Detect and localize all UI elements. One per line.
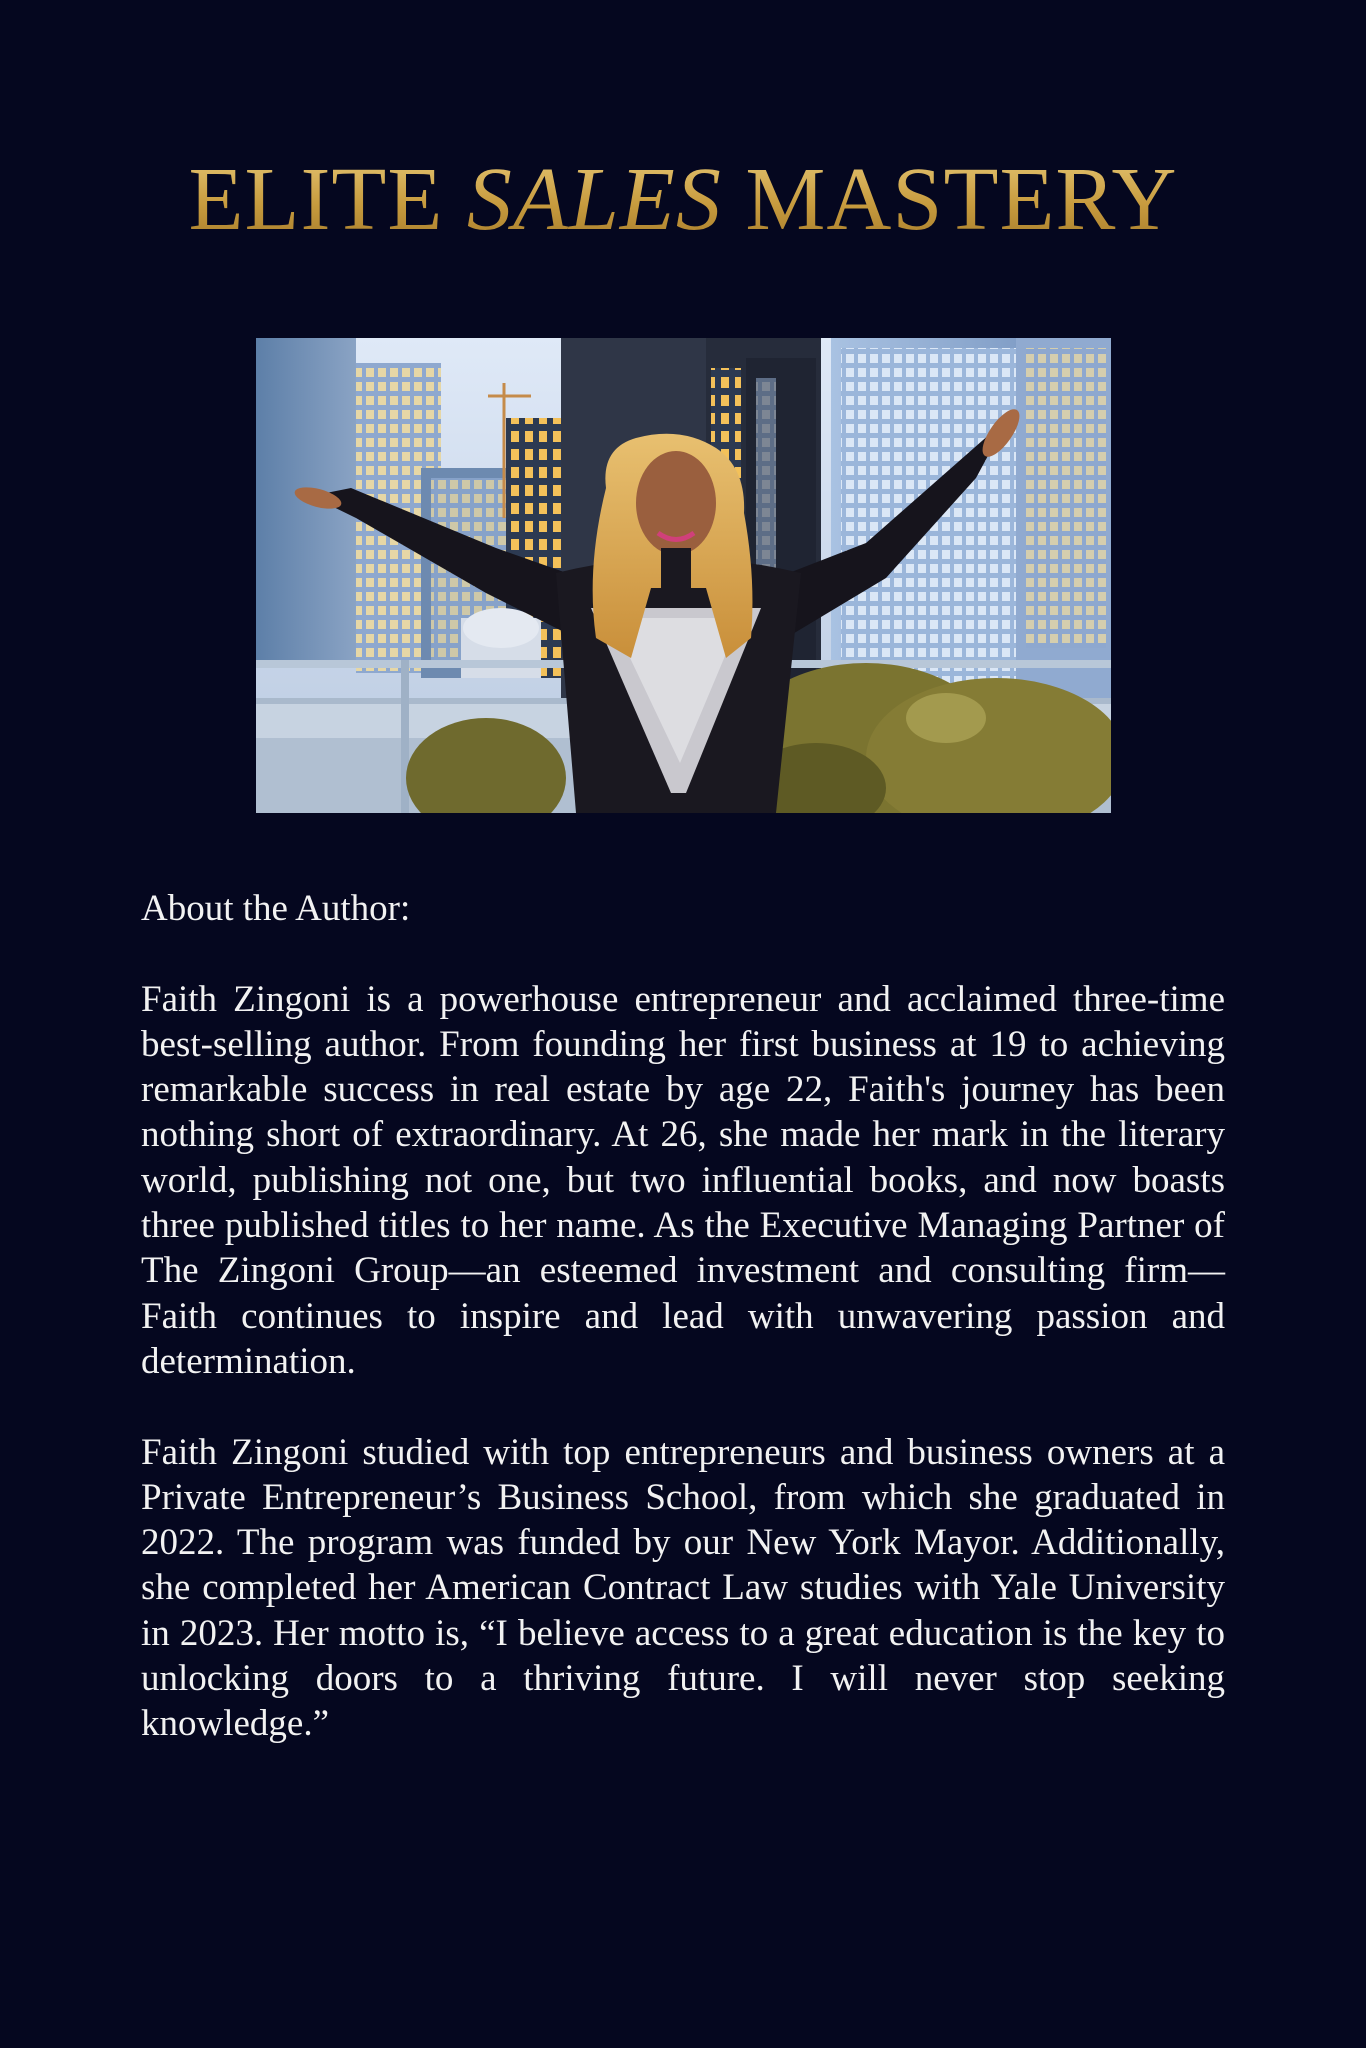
about-author-section [141,886,1225,1792]
about-author-heading: About the Author: [141,888,411,929]
author-photo-icon [256,338,1111,813]
bio-paragraph-2: Faith Zingoni studied with top entrepreneurs and business owners at a Private Entrepreneur’s Business School, from which she graduated in 2022. The program was funded by our New York Mayor. Additionally, she completed her American Contract Law studies with Yale University in 2023. Her motto is, “I believe access to a great education is the key to unlocking doors to a thriving future. I will never stop seeking knowledge.” [141,1431,1225,1745]
bio-paragraph-1: Faith Zingoni is a powerhouse entrepreneur and acclaimed three-time best-selling author. From founding her first business at 19 to achieving remarkable success in real estate by age 22, Faith's journey has been nothing short of extraordinary. At 26, she made her mark in the literary world, publishing not one, but two influential books, and now boasts three published titles to her name. As the Executive Managing Partner of The Zingoni Group—an esteemed investment and consulting firm—Faith continues to inspire and lead with unwavering passion and determination. [141,978,1225,1382]
title-word-elite: ELITE [188,150,444,249]
title-word-sales: SALES [466,150,722,249]
author-photo [256,338,1111,813]
book-title [0,150,1366,250]
title-word-mastery: MASTERY [745,150,1178,249]
